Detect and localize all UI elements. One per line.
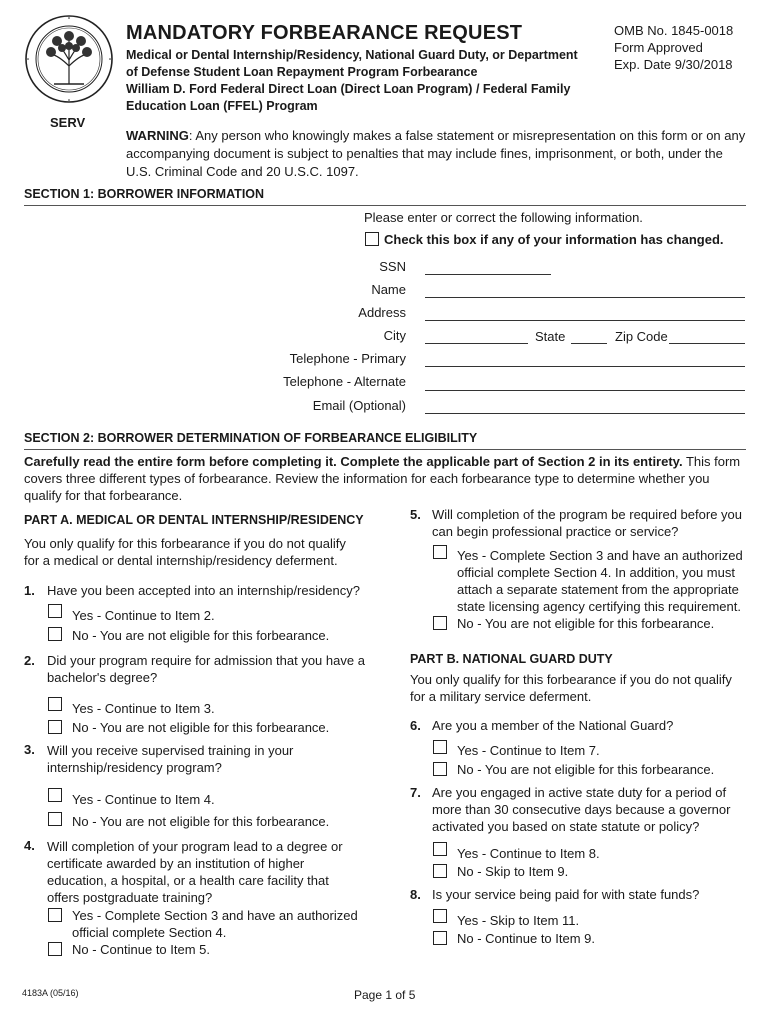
state-label: State	[535, 329, 566, 344]
item3-question: Will you receive supervised training in your internship/residency program?	[47, 743, 294, 775]
page-number: Page 1 of 5	[354, 988, 416, 1002]
zip-field[interactable]	[669, 343, 745, 344]
name-field[interactable]	[425, 297, 745, 298]
item6-yes-checkbox[interactable]	[433, 740, 447, 754]
warning-text: : Any person who knowingly makes a false statement or misrepresentation on this form or on any accompanying document is subject to penalties that may include fines, imprisonment, or both, under the U.S. Criminal Code and 20 U.S.C. 1097.	[126, 128, 746, 179]
item7-no-label: No - Skip to Item 9.	[457, 864, 569, 879]
item4-number: 4.	[24, 838, 35, 853]
item7-question: Are you engaged in active state duty for a period of more than 30 consecutive days because a governor activated you based on state statute or policy?	[432, 785, 731, 834]
partA-description: You only qualify for this forbearance if you do not qualify for a medical or dental internship/residency deferment.	[24, 536, 346, 568]
subtitle-line-1: Medical or Dental Internship/Residency, National Guard Duty, or Department	[126, 48, 578, 62]
info-changed-checkbox[interactable]	[365, 232, 379, 246]
item1-question: Have you been accepted into an internship/residency?	[47, 583, 360, 598]
phone-alternate-label: Telephone - Alternate	[283, 374, 406, 389]
item4-question: Will completion of your program lead to a degree or certificate awarded by an institution of higher education, a hospital, or a health care facility that offers postgraduate training?	[47, 839, 343, 905]
expiration-date: Exp. Date 9/30/2018	[614, 57, 733, 72]
item1-yes-label: Yes - Continue to Item 2.	[72, 608, 215, 623]
item6-number: 6.	[410, 718, 421, 733]
item5-yes-label: Yes - Complete Section 3 and have an authorized official complete Section 4. In addition, you must attach a separate statement from the appropriate state licensing agency certifying this requirement.	[457, 548, 743, 614]
info-changed-label: Check this box if any of your information has changed.	[384, 232, 724, 247]
form-code: 4183A (05/16)	[22, 988, 79, 998]
item2-yes-label: Yes - Continue to Item 3.	[72, 701, 215, 716]
department-of-education-seal	[24, 14, 114, 104]
item3-no-checkbox[interactable]	[48, 812, 62, 826]
form-subtitle	[126, 47, 606, 115]
item5-number: 5.	[410, 507, 421, 522]
item8-question: Is your service being paid for with state funds?	[432, 887, 700, 902]
omb-number: OMB No. 1845-0018	[614, 23, 734, 38]
subtitle-line-4: Education Loan (FFEL) Program	[126, 99, 318, 113]
subtitle-line-2: of Defense Student Loan Repayment Program Forbearance	[126, 65, 478, 79]
omb-info	[614, 22, 733, 73]
item2-question: Did your program require for admission that you have a bachelor's degree?	[47, 653, 365, 685]
ssn-field[interactable]	[425, 274, 551, 275]
section2-heading: SECTION 2: BORROWER DETERMINATION OF FORBEARANCE ELIGIBILITY	[24, 431, 478, 445]
item2-number: 2.	[24, 653, 35, 668]
item5-no-label: No - You are not eligible for this forbearance.	[457, 616, 715, 631]
item1-number: 1.	[24, 583, 35, 598]
subtitle-line-3: William D. Ford Federal Direct Loan (Direct Loan Program) / Federal Family	[126, 82, 571, 96]
item1-no-checkbox[interactable]	[48, 627, 62, 641]
partB-heading: PART B. NATIONAL GUARD DUTY	[410, 652, 613, 666]
section1-heading: SECTION 1: BORROWER INFORMATION	[24, 187, 265, 201]
warning-label: WARNING	[126, 128, 189, 143]
item3-no-label: No - You are not eligible for this forbearance.	[72, 814, 330, 829]
email-label: Email (Optional)	[312, 398, 406, 413]
zip-label: Zip Code	[615, 329, 668, 344]
serv-code: SERV	[50, 115, 86, 130]
item3-yes-label: Yes - Continue to Item 4.	[72, 792, 215, 807]
partB-description: You only qualify for this forbearance if you do not qualify for a military service deferment.	[410, 672, 732, 704]
item3-yes-checkbox[interactable]	[48, 788, 62, 802]
item7-number: 7.	[410, 785, 421, 800]
item5-no-checkbox[interactable]	[433, 616, 447, 630]
address-field[interactable]	[425, 320, 745, 321]
item4-yes-label: Yes - Complete Section 3 and have an authorized official complete Section 4.	[72, 908, 358, 940]
item6-yes-label: Yes - Continue to Item 7.	[457, 743, 600, 758]
partA-heading: PART A. MEDICAL OR DENTAL INTERNSHIP/RESIDENCY	[24, 513, 364, 527]
section2-rule	[24, 449, 746, 450]
item6-no-label: No - You are not eligible for this forbearance.	[457, 762, 715, 777]
phone-alternate-field[interactable]	[425, 390, 745, 391]
item7-yes-checkbox[interactable]	[433, 842, 447, 856]
item4-no-checkbox[interactable]	[48, 942, 62, 956]
warning-notice	[126, 127, 746, 181]
phone-primary-label: Telephone - Primary	[289, 351, 406, 366]
item6-question: Are you a member of the National Guard?	[432, 718, 674, 733]
address-label: Address	[358, 305, 406, 320]
section2-intro-rest: This form covers three different types of forbearance. Review the information for each forbearance type to determine whether you qualify for that forbearance.	[24, 454, 741, 503]
name-label: Name	[371, 282, 406, 297]
item8-no-label: No - Continue to Item 9.	[457, 931, 596, 946]
item8-number: 8.	[410, 887, 421, 902]
ssn-label: SSN	[379, 259, 406, 274]
item1-yes-checkbox[interactable]	[48, 604, 62, 618]
item4-yes-checkbox[interactable]	[48, 908, 62, 922]
item8-no-checkbox[interactable]	[433, 931, 447, 945]
item6-no-checkbox[interactable]	[433, 762, 447, 776]
item7-yes-label: Yes - Continue to Item 8.	[457, 846, 600, 861]
item5-question: Will completion of the program be required before you can begin professional practice or service?	[432, 507, 742, 539]
item8-yes-label: Yes - Skip to Item 11.	[457, 913, 580, 928]
item1-no-label: No - You are not eligible for this forbearance.	[72, 628, 330, 643]
item2-no-checkbox[interactable]	[48, 720, 62, 734]
item7-no-checkbox[interactable]	[433, 864, 447, 878]
form-approved: Form Approved	[614, 40, 703, 55]
item8-yes-checkbox[interactable]	[433, 909, 447, 923]
section1-rule	[24, 205, 746, 206]
section1-instruction: Please enter or correct the following information.	[364, 210, 643, 225]
item5-yes-checkbox[interactable]	[433, 545, 447, 559]
item2-yes-checkbox[interactable]	[48, 697, 62, 711]
form-title: MANDATORY FORBEARANCE REQUEST	[126, 22, 523, 44]
city-field[interactable]	[425, 343, 528, 344]
email-field[interactable]	[425, 413, 745, 414]
section2-intro	[24, 453, 746, 504]
state-field[interactable]	[571, 343, 607, 344]
item2-no-label: No - You are not eligible for this forbearance.	[72, 720, 330, 735]
item4-no-label: No - Continue to Item 5.	[72, 942, 211, 957]
section2-intro-bold: Carefully read the entire form before completing it. Complete the applicable part of Section 2 in its entirety.	[24, 454, 683, 469]
city-label: City	[383, 328, 406, 343]
item3-number: 3.	[24, 742, 35, 757]
phone-primary-field[interactable]	[425, 366, 745, 367]
